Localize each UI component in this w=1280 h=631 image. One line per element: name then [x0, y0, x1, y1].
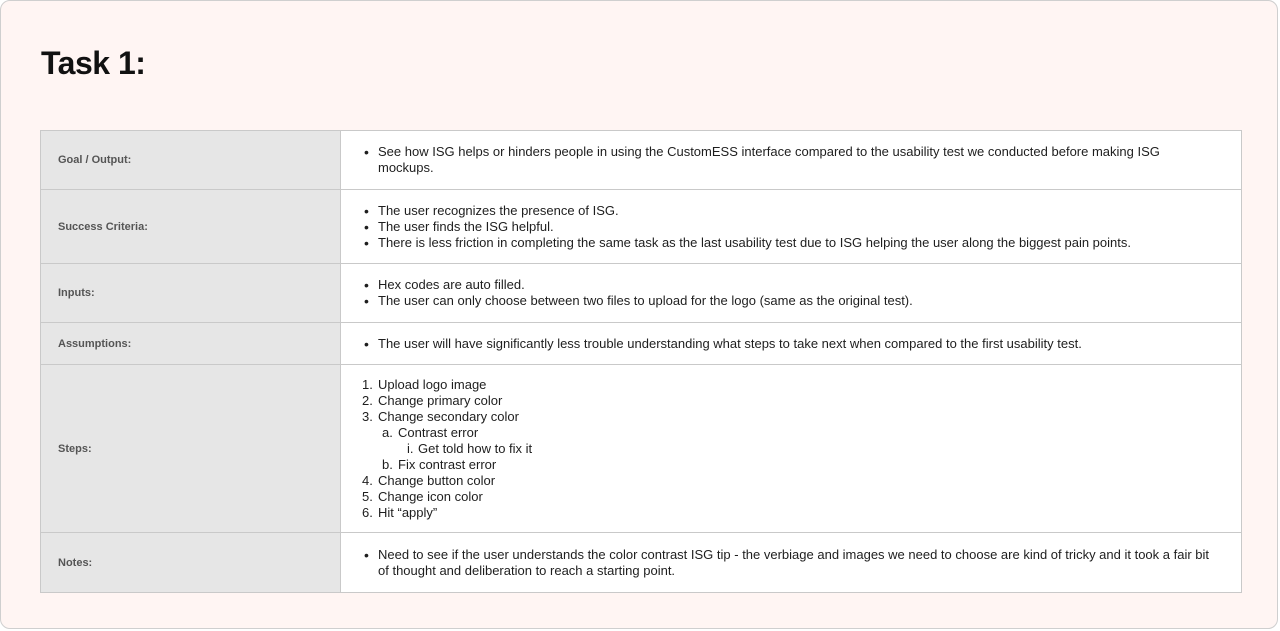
step-marker: 6.	[362, 504, 373, 520]
step-text: Change secondary color	[378, 408, 519, 424]
list-item: • See how ISG helps or hinders people in using the CustomESS interface compared to the usability test we conducted before making ISG mockups.	[362, 144, 1211, 176]
list-item: • The user will have significantly less trouble understanding what steps to take next when compared to the first usability test.	[362, 336, 1211, 352]
row-label-assumptions: Assumptions:	[41, 323, 341, 365]
row-content-inputs	[341, 264, 1242, 323]
row-label-steps: Steps:	[41, 365, 341, 533]
step-text: Hit “apply”	[378, 504, 438, 520]
table-row-steps	[41, 365, 1242, 533]
list-item: • The user finds the ISG helpful.	[362, 219, 1211, 235]
row-content-notes	[341, 533, 1242, 593]
step-subitem	[362, 457, 1211, 473]
step-item	[362, 489, 1211, 505]
row-label-notes: Notes:	[41, 533, 341, 593]
step-text: Change button color	[378, 472, 496, 488]
list-item: • Need to see if the user understands the color contrast ISG tip - the verbiage and images we need to choose are kind of tricky and it took a fair bit of thought and deliberation to reach a starting point.	[362, 547, 1211, 579]
task-plan-table	[40, 130, 1242, 593]
step-marker: 3.	[362, 408, 373, 424]
row-label-goal-output: Goal / Output:	[41, 131, 341, 190]
step-text: Fix contrast error	[398, 456, 497, 472]
step-item	[362, 409, 1211, 425]
step-subsubitem	[362, 441, 1211, 457]
row-content-success-criteria	[341, 190, 1242, 264]
table-row-inputs	[41, 264, 1242, 323]
table-row-goal-output	[41, 131, 1242, 190]
step-marker: b.	[382, 456, 393, 472]
step-item	[362, 473, 1211, 489]
step-marker: 2.	[362, 392, 373, 408]
step-marker: 4.	[362, 472, 373, 488]
step-text: Get told how to fix it	[418, 440, 533, 456]
step-item	[362, 377, 1211, 393]
list-item: • The user recognizes the presence of ISG.	[362, 203, 1211, 219]
row-content-steps	[341, 365, 1242, 533]
step-marker: 1.	[362, 376, 373, 392]
step-marker: 5.	[362, 488, 373, 504]
step-marker: a.	[382, 424, 393, 440]
step-text: Upload logo image	[378, 376, 487, 392]
table-row-notes	[41, 533, 1242, 593]
page-title: Task 1:	[41, 45, 146, 81]
table-row-assumptions	[41, 323, 1242, 365]
list-item: • There is less friction in completing the same task as the last usability test due to ISG helping the user along the biggest pain points.	[362, 235, 1211, 251]
step-text: Contrast error	[398, 424, 479, 440]
row-content-assumptions	[341, 323, 1242, 365]
step-text: Change icon color	[378, 488, 483, 504]
row-label-inputs: Inputs:	[41, 264, 341, 323]
step-text: Change primary color	[378, 392, 503, 408]
row-label-success-criteria: Success Criteria:	[41, 190, 341, 264]
table-row-success-criteria	[41, 190, 1242, 264]
list-item: • The user can only choose between two files to upload for the logo (same as the original test).	[362, 293, 1211, 309]
step-item	[362, 393, 1211, 409]
list-item: • Hex codes are auto filled.	[362, 277, 1211, 293]
row-content-goal-output	[341, 131, 1242, 190]
step-marker: i.	[407, 440, 414, 456]
step-subitem	[362, 425, 1211, 441]
step-item	[362, 505, 1211, 521]
